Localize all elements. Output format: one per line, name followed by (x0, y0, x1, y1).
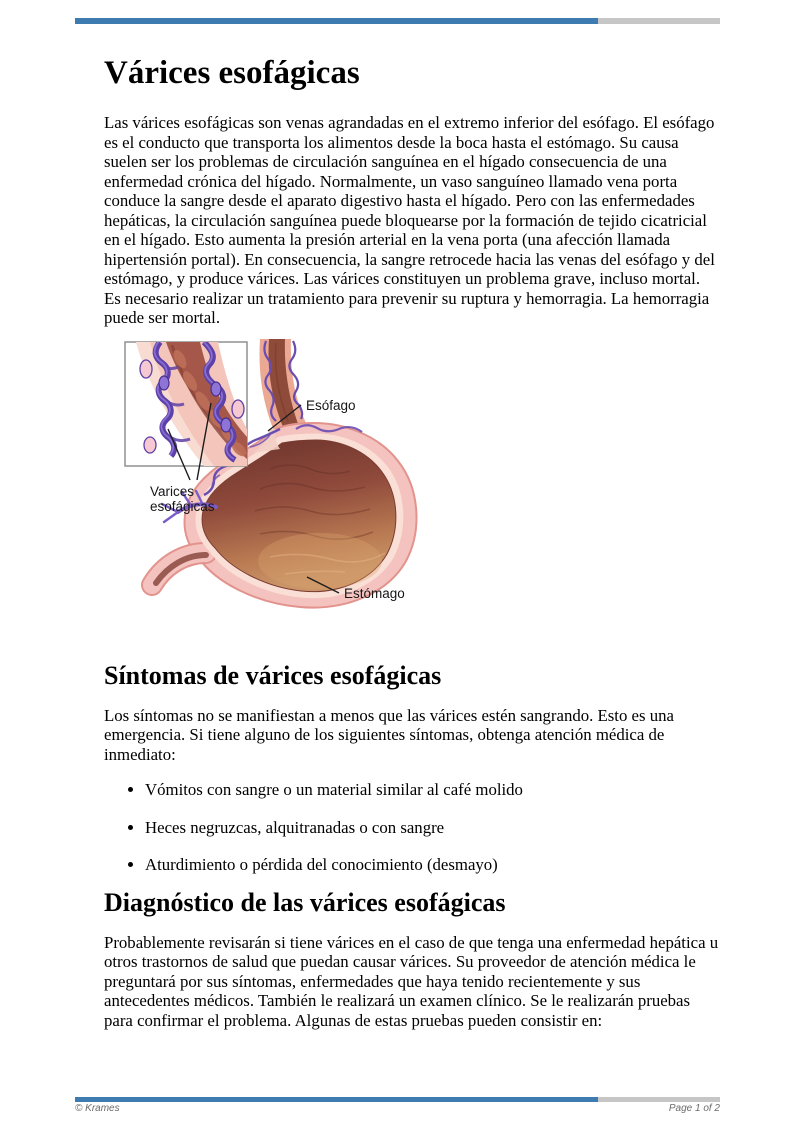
symptoms-list (104, 780, 720, 875)
symptoms-paragraph: Los síntomas no se manifiestan a menos que las várices estén sangrando. Esto es una emergencia. Si tiene alguno de los siguientes síntomas, obtenga atención médica de inmediato: (104, 705, 674, 764)
figure-label-stomach: Estómago (344, 585, 405, 601)
varices-inset-box (125, 341, 249, 466)
symptoms-heading: Síntomas de várices esofágicas (104, 660, 442, 690)
footer-copyright: © Krames (75, 1103, 120, 1114)
stomach-varices-illustration (120, 339, 445, 629)
anatomy-figure (120, 339, 445, 629)
list-item: • Heces negruzcas, alquitranadas o con sangre (145, 818, 720, 838)
esophagus-graphic (260, 339, 306, 431)
diagnosis-paragraph: Probablemente revisarán si tiene várices en el caso de que tenga una enfermedad hepática u otros trastornos de salud que puedan causar várices. Su proveedor de atención médica le preguntará por sus síntomas, enfermedades que haya tenido recientemente y sus antecedentes médicos. También le realizará un examen clínico. Se le realizarán pruebas para confirmar el problema. Algunas de estas pruebas pueden consistir en: (104, 932, 719, 1030)
footer-page-number: Page 1 of 2 (668, 1103, 720, 1114)
figure-label-varices-line1: Varices (150, 483, 195, 499)
intro-paragraph: Las várices esofágicas son venas agrandadas en el extremo inferior del esófago. El esófago es el conducto que transporta los alimentos desde la boca hasta el estómago. Su causa suelen ser los problemas de circulación sanguínea en el hígado consecuencia de una enfermedad crónica del hígado. Normalmente, un vaso sanguíneo llamado vena porta conduce la sangre desde el aparato digestivo hasta el hígado. Pero con las enfermedades hepáticas, la circulación sanguínea puede bloquearse por la formación de tejido cicatricial en el hígado. Esto aumenta la presión arterial en la vena porta (una afección llamada hipertensión portal). En consecuencia, la sangre retrocede hacia las venas del esófago y del estómago, y produce várices. Las várices constituyen un problema grave, incluso mortal. Es necesario realizar un tratamiento para prevenir su ruptura y hemorragia. La hemorragia puede ser mortal. (104, 113, 715, 327)
footer-bar-gray-segment (598, 1097, 720, 1102)
footer-accent-bar (75, 1097, 720, 1102)
list-item: • Aturdimiento o pérdida del conocimiento (desmayo) (145, 855, 720, 875)
figure-label-varices-line2: esofágicas (150, 498, 215, 514)
footer-bar-blue-segment (75, 1097, 598, 1102)
page-title: Várices esofágicas (104, 55, 360, 91)
figure-label-esophagus: Esófago (306, 397, 356, 413)
footer (75, 1103, 720, 1114)
document-body (104, 0, 720, 1030)
diagnosis-heading: Diagnóstico de las várices esofágicas (104, 887, 506, 917)
list-item: • Vómitos con sangre o un material similar al café molido (145, 780, 720, 800)
